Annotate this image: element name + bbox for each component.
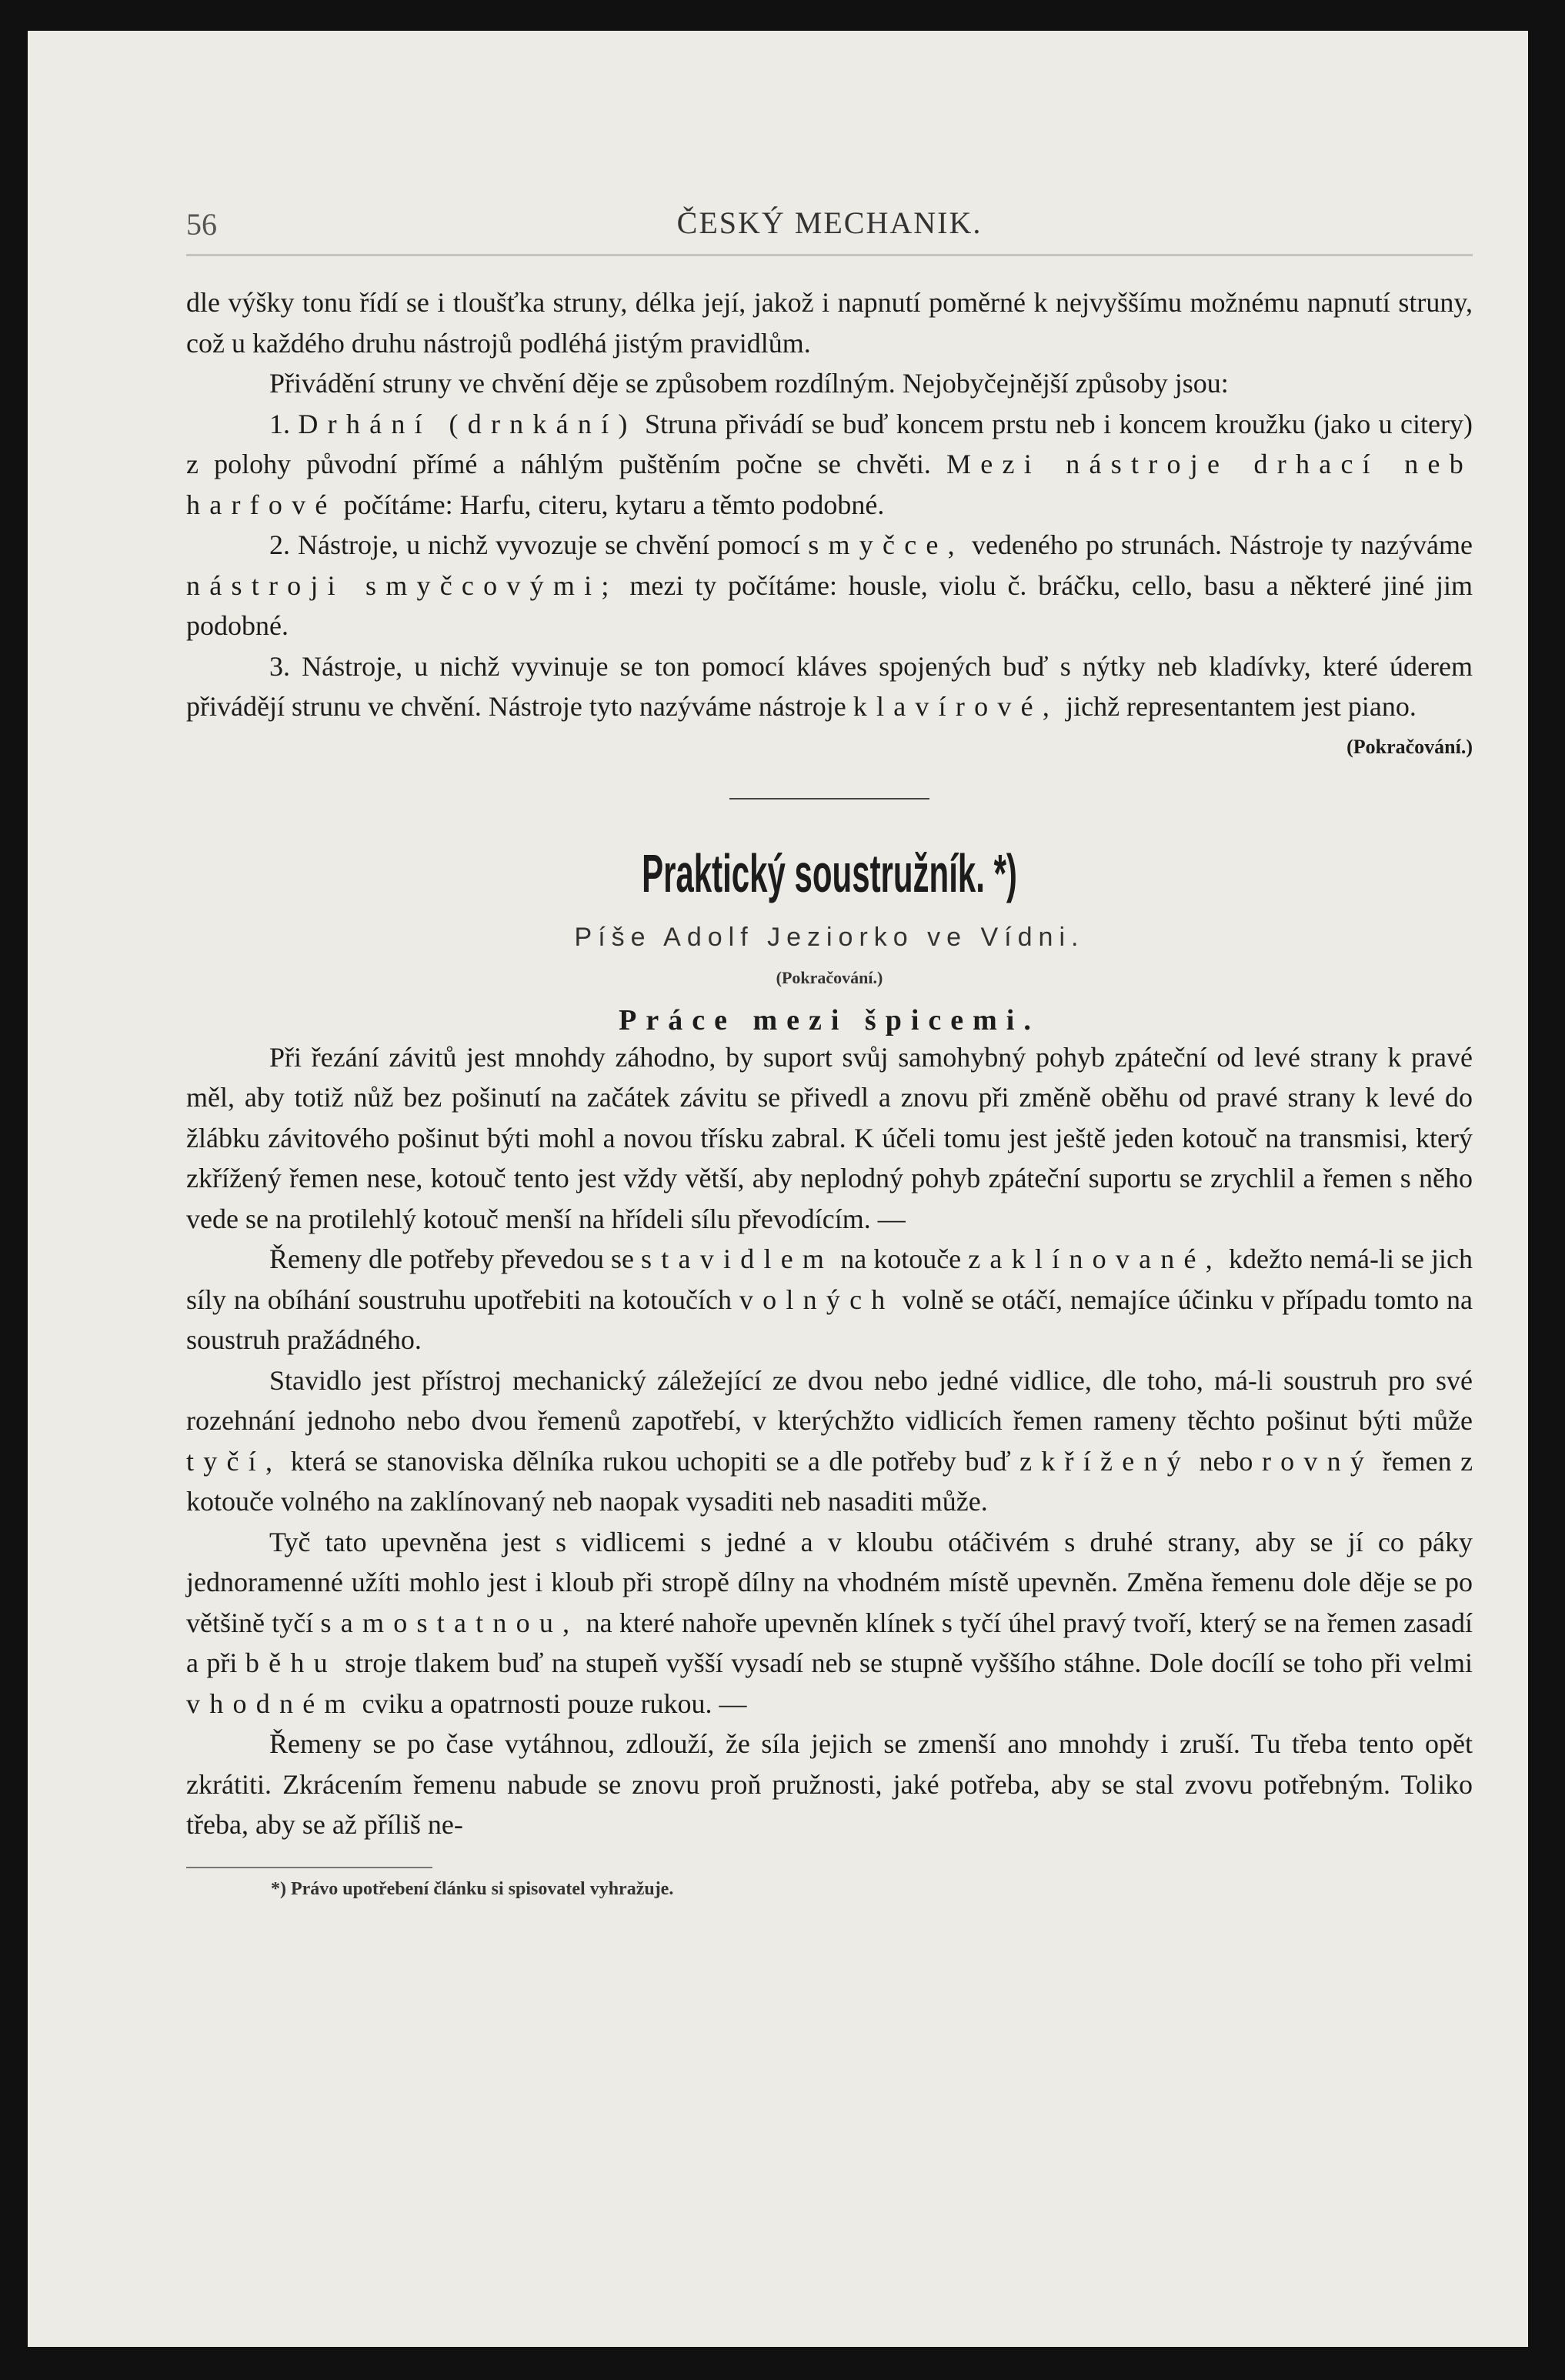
paragraph-shifter: Stavidlo jest přístroj mechanický záležející ze dvou nebo jedné vidlice, dle toho, má-li soustruh pro své rozehnání jednoho nebo dvou řemenů zapotřebí, v kterýchžto vidlicích řemen rameny těchto pošinut býti může tyčí, která se stanoviska dělníka rukou uchopiti se a dle potřeby buď zkřížený nebo rovný řemen z kotouče volného na zaklínovaný neb naopak vysaditi neb nasaditi může. xyxy=(186,1364,1473,1517)
paragraph-tone-thickness: dle výšky tonu řídí se i tloušťka struny, délka její, jakož i napnutí poměrné k nejvyššímu možnému napnutí struny, což u každého druhu nástrojů podléhá jistým pravidlům. xyxy=(186,287,1473,359)
term-suitable: vhodném xyxy=(186,1687,355,1719)
section-heading: Práce mezi špicemi. xyxy=(619,1003,1040,1036)
paragraph-thread-cutting: Při řezání závitů jest mnohdy záhodno, by suport svůj samohybný pohyb zpáteční od levé strany k pravé měl, aby totiž nůž bez pošinutí na začátek závitu se přivedl a znovu při změně oběhu od pravé strany k levé do žlábku závitového pošinut býti mohl a novou třísku zabral. K účeli tomu jest ještě jeden kotouč na transmisi, který zkřížený řemen nese, kotouč tento jest vždy větší, aby neplodný pohyb zpáteční suportu se zrychlil a řemen s něho vede se na protilehlý kotouč menší na hřídeli sílu převodícím. — xyxy=(186,1041,1473,1234)
term-rod: tyčí, xyxy=(186,1445,282,1477)
term-straight: rovný xyxy=(1261,1445,1374,1477)
term-plucking: Drhání (drnkání) xyxy=(298,408,637,439)
term-plucked-instruments: Mezi nástroje drhací neb harfové xyxy=(186,449,1473,520)
page-content xyxy=(186,200,1473,1900)
term-independent: samostatnou, xyxy=(320,1607,579,1638)
scanned-page xyxy=(28,31,1528,2347)
term-keyboard: klavírové, xyxy=(853,691,1059,722)
term-crossed: zkřížený xyxy=(1019,1445,1190,1477)
paragraph-belt-stretch: Řemeny se po čase vytáhnou, zdlouží, že síla jejich se zmenší ano mnohdy i zruší. Tu třeba tento opět zkrátiti. Zkrácením řemenu nabude se znovu proň pružnosti, jaké potřeba, aby se stal zvovu potřebným. Toliko třeba, aby se až příliš ne- xyxy=(186,1728,1473,1840)
continued-note: (Pokračování.) xyxy=(1346,735,1473,758)
paragraph-keyboard: 3. Nástroje, u nichž vyvinuje se ton pomocí kláves spojených buď s nýtky neb kladívky, které úderem přivádějí strunu ve chvění. Nástroje tyto nazýváme nástroje klavírové, jichž representantem jest piano. (Pokračování.) xyxy=(186,646,1473,727)
paragraph-string-methods: Přivádění struny ve chvění děje se způsobem rozdílným. Nejobyčejnější způsoby jsou: xyxy=(269,368,1229,399)
paragraph-bowed: 2. Nástroje, u nichž vyvozuje se chvění pomocí smyčce, vedeného po strunách. Nástroje ty nazýváme nástroji smyčcovými; mezi ty počítáme: housle, violu č. bráčku, cello, basu a některé jiné jim podobné. xyxy=(186,529,1473,641)
article-byline: Píše Adolf Jeziorko ve Vídni. xyxy=(574,922,1085,952)
footnote: *) Právo upotřebení článku si spisovatel vyhražuje. xyxy=(271,1878,674,1899)
term-bowed-instruments: nástroji smyčcovými; xyxy=(186,569,619,601)
article-title: Praktický soustružník. *) xyxy=(642,843,1017,903)
paragraph-belts: Řemeny dle potřeby převedou se stavidlem na kotouče zaklínované, kdežto nemá-li se jich síly na obíhání soustruhu upotřebiti na kotoučích volných volně se otáčí, nemajíce účinku v případu tomto na soustruh pražádného. xyxy=(186,1243,1473,1355)
article-separator xyxy=(729,798,929,799)
term-keyed: zaklínované, xyxy=(968,1243,1222,1274)
term-bow: smyčce, xyxy=(808,529,964,560)
page-header xyxy=(186,200,1473,256)
term-shifter: stavidlem xyxy=(641,1243,834,1274)
footnote-rule xyxy=(186,1867,432,1868)
term-running: běhu xyxy=(245,1647,337,1678)
paragraph-plucking: 1. Drhání (drnkání) Struna přivádí se buď koncem prstu neb i koncem kroužku (jako u citery) z polohy původní přímé a náhlým puštěním počne se chvěti. Mezi nástroje drhací neb harfové počítáme: Harfu, citeru, kytaru a těmto podobné. xyxy=(186,408,1473,520)
term-loose: volných xyxy=(739,1283,895,1315)
page-number: 56 xyxy=(186,207,217,242)
running-title: ČESKÝ MECHANIK. xyxy=(676,205,983,240)
continued-note-top: (Pokračování.) xyxy=(776,967,883,987)
paragraph-rod: Tyč tato upevněna jest s vidlicemi s jedné a v kloubu otáčivém s druhé strany, aby se jí co páky jednoramenné užíti mohlo jest i kloub při stropě dílny na vhodném místě upevněn. Změna řemenu dole děje se po většině tyčí samostatnou, na které nahoře upevněn klínek s tyčí úhel pravý tvoří, který se na řemen zasadí a při běhu stroje tlakem buď na stupeň vyšší vysadí neb se stupně vyššího stáhne. Dole docílí se toho při velmi vhodném cviku a opatrnosti pouze rukou. — xyxy=(186,1526,1473,1719)
